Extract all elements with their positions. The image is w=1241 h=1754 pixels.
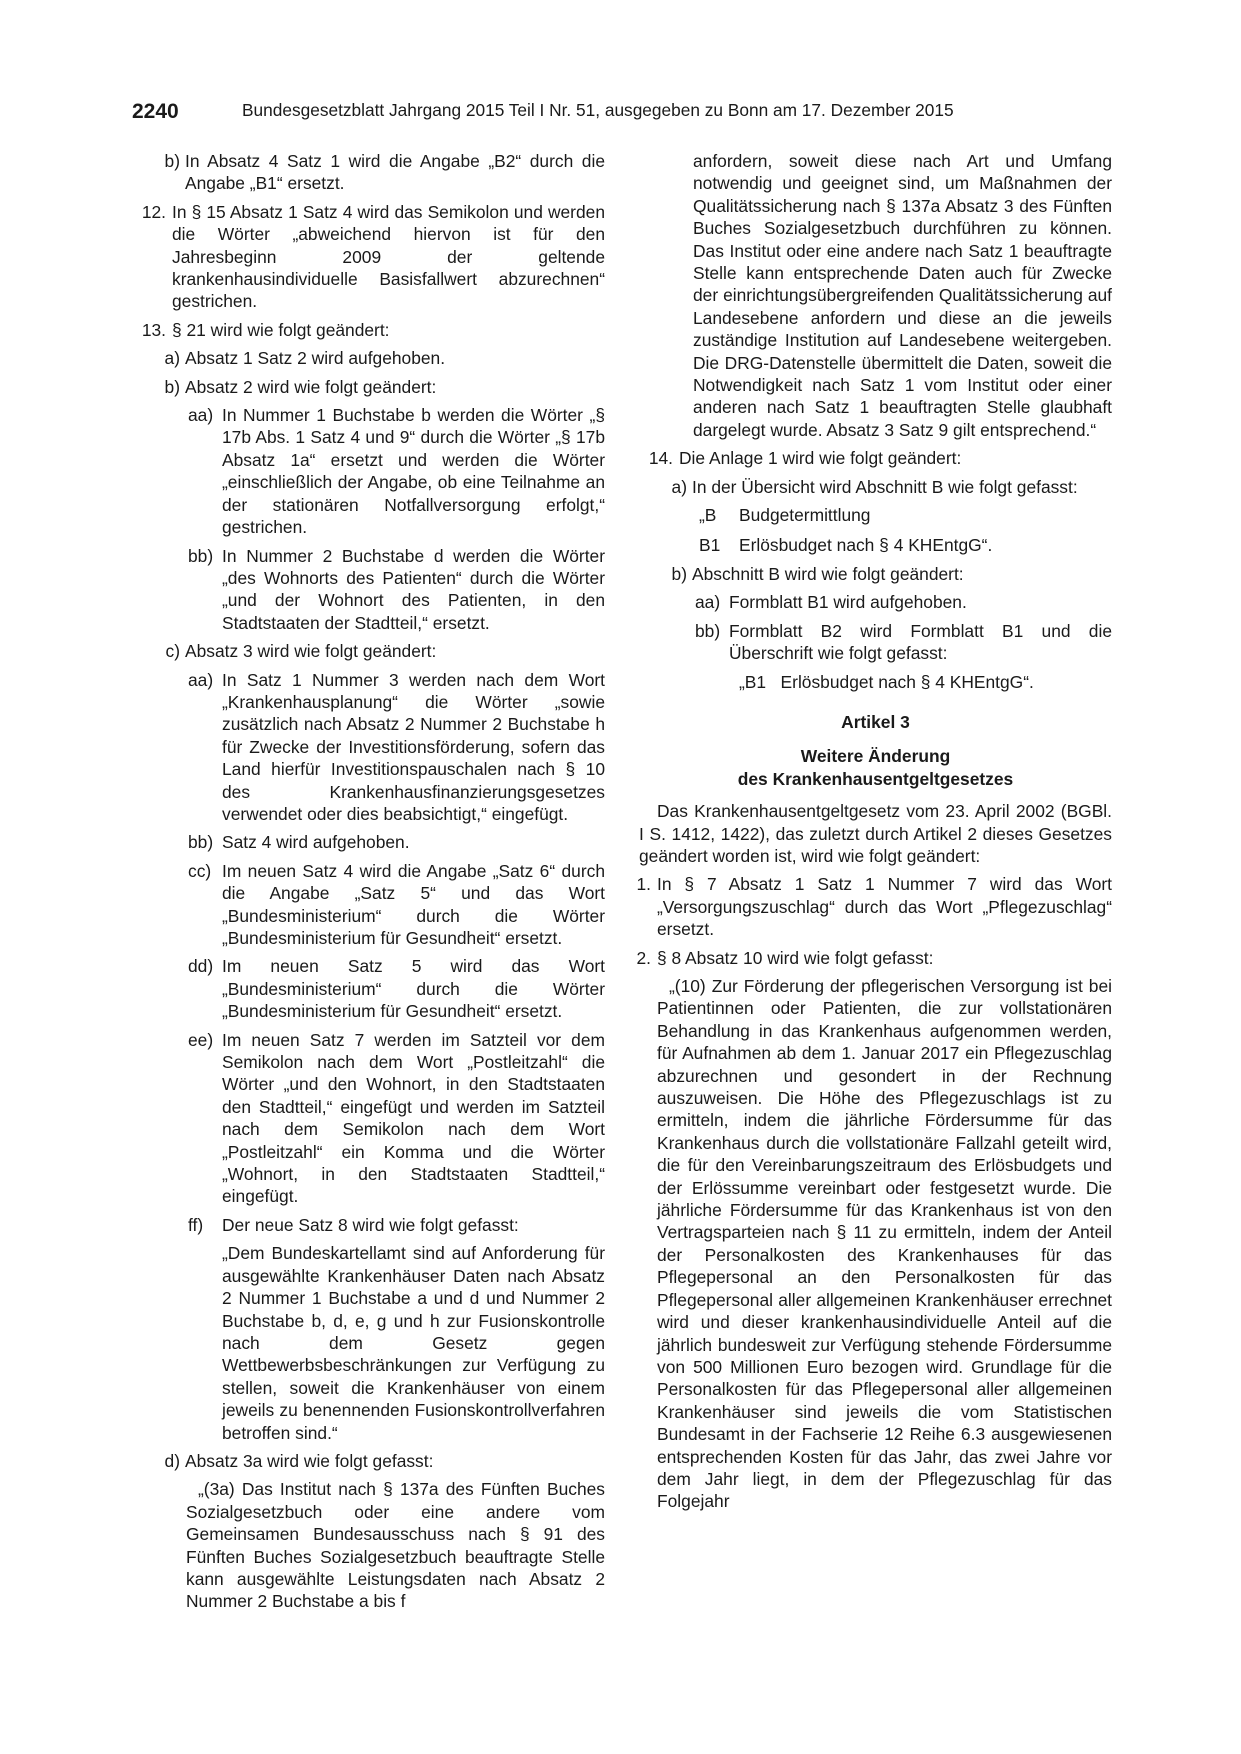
- item-text: Absatz 3a wird wie folgt gefasst:: [185, 1450, 434, 1471]
- overview-row: [699, 534, 1112, 556]
- quoted-text: „(3a) Das Institut nach § 137a des Fünften Buches Sozialgesetzbuch oder eine andere vom Gemeinsamen Bundesausschuss nach § 91 des Fünften Buches Sozialgesetzbuch beauftragte Stelle kann ausgewählte Leistungsdaten nach Absatz 2 Nummer 2 Buchstabe a bis f: [186, 1479, 605, 1612]
- item-label: aa): [695, 592, 721, 613]
- item-label: bb): [188, 832, 214, 853]
- item-text: § 8 Absatz 10 wird wie folgt gefasst:: [657, 947, 934, 968]
- item-label: 1.: [636, 874, 651, 895]
- quoted-text: „Dem Bundeskartellamt sind auf Anforderung für ausgewählte Krankenhäuser Daten nach Absatz 2 Nummer 1 Buchstabe a und d und Nummer 2 Buchstabe b, d, e, g und h zur Fusionskontrolle nach dem Gesetz gegen Wettbewerbsbeschränkungen zur Verfügung zu stellen, soweit die Krankenhäuser von einem jeweils zu benennenden Fusionskontrollverfahren betroffen sind.“: [222, 1243, 605, 1443]
- item-label: a): [671, 476, 687, 497]
- item-label: 13.: [141, 319, 166, 340]
- item-text: Absatz 2 wird wie folgt geändert:: [185, 376, 437, 397]
- list-item: [132, 404, 605, 538]
- list-item: [132, 1450, 605, 1472]
- item-text: In § 7 Absatz 1 Satz 1 Nummer 7 wird das Wort „Versorgungszuschlag“ durch das Wort „Pflegezuschlag“ ersetzt.: [657, 874, 1112, 940]
- item-text: In Nummer 2 Buchstabe d werden die Wörter „des Wohnorts des Patienten“ durch die Wörter „und der Wohnort des Patienten, in den Stadtstaaten der Stadtteil,“ ersetzt.: [222, 545, 605, 633]
- article-subtitle: Weitere Änderung: [800, 746, 951, 767]
- right-column: [636, 150, 1112, 1519]
- list-item: [639, 563, 1112, 585]
- list-item: [132, 150, 605, 195]
- item-text: Im neuen Satz 7 werden im Satzteil vor dem Semikolon nach dem Wort „Postleitzahl“ die Wörter „und den Wohnort, in den Stadtstaaten den Stadtteil,“ eingefügt und werden im Satzteil nach dem Semikolon nach dem Wort „Postleitzahl“ ein Komma und die Wörter „Wohnort, in den Stadtstaaten Stadtteil,“ eingefügt.: [222, 1029, 605, 1207]
- item-label: d): [164, 1450, 180, 1471]
- item-text: Abschnitt B wird wie folgt geändert:: [692, 563, 964, 584]
- overview-value: Erlösbudget nach § 4 KHEntgG“.: [739, 534, 993, 555]
- item-text: In § 15 Absatz 1 Satz 4 wird das Semikolon und werden die Wörter „abweichend hiervon ist für den Jahresbeginn 2009 der geltende krankenhausindividuelle Basisfallwert abzurechnen“ gestrichen.: [172, 201, 605, 312]
- page-number: 2240: [132, 100, 179, 123]
- list-item: [625, 873, 1112, 940]
- list-item: [132, 669, 605, 826]
- item-label: a): [164, 348, 180, 369]
- item-label: bb): [695, 620, 721, 641]
- article-intro: Das Krankenhausentgeltgesetz vom 23. April 2002 (BGBl. I S. 1412, 1422), das zuletzt durch Artikel 2 dieses Gesetzes geändert worden ist, wird wie folgt geändert:: [639, 801, 1112, 866]
- overview-key: B1: [699, 534, 721, 555]
- continued-text: anfordern, soweit diese nach Art und Umfang notwendig und geeignet sind, um Maßnahmen der Qualitätssicherung nach § 137a Absatz 3 des Fünften Buches Sozialgesetzbuch durchführen zu können. Das Institut oder eine andere nach Satz 1 beauftragte Stelle kann entsprechende Daten auch für Zwecke der einrichtungsübergreifenden Qualitätssicherung auf Landesebene anfordern und diese an die jeweils zuständige Institution auf Landesebene weitergeben. Die DRG-Datenstelle übermittelt die Daten, soweit die Notwendigkeit nach Satz 1 vom Institut oder einer anderen nach Satz 1 beauftragten Stelle glaubhaft dargelegt wurde. Absatz 3 Satz 9 gilt entsprechend.“: [693, 151, 1112, 440]
- item-text: Formblatt B1 wird aufgehoben.: [729, 592, 967, 613]
- list-item: [639, 476, 1112, 498]
- item-label: 12.: [141, 201, 166, 222]
- item-label: b): [671, 563, 687, 584]
- item-text: § 21 wird wie folgt geändert:: [172, 319, 390, 340]
- item-label: 2.: [636, 947, 651, 968]
- article-title: Artikel 3: [841, 711, 910, 732]
- item-text: Absatz 1 Satz 2 wird aufgehoben.: [185, 348, 446, 369]
- item-text: In Satz 1 Nummer 3 werden nach dem Wort „Krankenhausplanung“ die Wörter „sowie zusätzlich nach Absatz 2 Nummer 2 Buchstabe h für Zwecke der Investitionsförderung, sofern das Land hierfür Investitionspauschalen nach § 10 des Krankenhausfinanzierungsgesetzes verwendet oder dies beabsichtigt,“ eingefügt.: [222, 669, 605, 824]
- item-label: b): [164, 376, 180, 397]
- item-label: cc): [188, 860, 212, 881]
- list-item: [132, 955, 605, 1022]
- item-text: Im neuen Satz 4 wird die Angabe „Satz 6“ durch die Angabe „Satz 5“ und das Wort „Bundesministerium“ durch die Wörter „Bundesministerium für Gesundheit“ ersetzt.: [222, 860, 605, 948]
- item-text: In Nummer 1 Buchstabe b werden die Wörter „§ 17b Abs. 1 Satz 4 und 9“ durch die Wörter „§ 17b Absatz 1a“ ersetzt und werden die Wörter „einschließlich der Angabe, ob eine Teilnahme an der stationären Notfallversorgung erfolgt,“ gestrichen.: [222, 405, 605, 538]
- running-head: Bundesgesetzblatt Jahrgang 2015 Teil I Nr. 51, ausgegeben zu Bonn am 17. Dezember 2015: [242, 100, 954, 120]
- item-label: ee): [188, 1029, 214, 1050]
- article-heading: [639, 711, 1112, 790]
- list-item: [132, 319, 605, 341]
- item-label: dd): [188, 956, 214, 977]
- list-item: [132, 640, 605, 662]
- item-text: Formblatt B2 wird Formblatt B1 und die Überschrift wie folgt gefasst:: [729, 620, 1112, 664]
- quoted-text: „B1 Erlösbudget nach § 4 KHEntgG“.: [739, 671, 1034, 692]
- list-item: [132, 831, 605, 853]
- item-label: bb): [188, 545, 214, 566]
- list-item: [639, 591, 1112, 613]
- item-text: Absatz 3 wird wie folgt geändert:: [185, 641, 437, 662]
- overview-row: [699, 504, 1112, 526]
- item-label: ff): [188, 1214, 204, 1235]
- overview-key: „B: [699, 505, 717, 526]
- list-item: [625, 947, 1112, 969]
- item-label: 14.: [648, 448, 673, 469]
- list-item: [132, 347, 605, 369]
- item-text: In der Übersicht wird Abschnitt B wie folgt gefasst:: [692, 476, 1078, 497]
- item-text: Im neuen Satz 5 wird das Wort „Bundesministerium“ durch die Wörter „Bundesministerium für Gesundheit“ ersetzt.: [222, 956, 605, 1022]
- article-subtitle: des Krankenhausentgeltgesetzes: [737, 768, 1014, 789]
- overview-list: [639, 504, 1112, 556]
- list-item: [132, 376, 605, 398]
- item-label: c): [165, 641, 180, 662]
- page-header: [132, 100, 1112, 130]
- item-text: Satz 4 wird aufgehoben.: [222, 832, 410, 853]
- list-item: [132, 1214, 605, 1236]
- item-text: In Absatz 4 Satz 1 wird die Angabe „B2“ durch die Angabe „B1“ ersetzt.: [185, 151, 605, 194]
- left-column: [132, 150, 605, 1619]
- item-label: aa): [188, 405, 214, 426]
- list-item: [639, 447, 1112, 469]
- list-item: [639, 620, 1112, 665]
- overview-value: Budgetermittlung: [739, 505, 871, 526]
- quoted-text: „(10) Zur Förderung der pflegerischen Versorgung ist bei Patientinnen oder Patienten, die zur vollstationären Behandlung in das Krankenhaus aufgenommen werden, für Aufnahmen ab dem 1. Januar 2017 ein Pflegezuschlag abzurechnen und gesondert in der Rechnung auszuweisen. Die Höhe des Pflegezuschlags ist zu ermitteln, indem die jährliche Fördersumme für das Krankenhaus durch die vollstationäre Fallzahl geteilt wird, die für den Vereinbarungszeitraum des Erlösbudgets und der Erlössumme vereinbart oder festgesetzt wurde. Die jährliche Fördersumme für das Krankenhaus ist von den Vertragsparteien nach § 11 zu ermitteln, indem der Anteil der Personalkosten des Krankenhauses für das Pflegepersonal an den Personalkosten für das Pflegepersonal aller allgemeinen Krankenhäuser errechnet wird und dieser krankenhausindividuelle Anteil auf die jährlich bundesweit zur Verfügung stehende Fördersumme von 500 Millionen Euro bezogen wird. Grundlage für die Personalkosten für das Pflegepersonal aller allgemeinen Krankenhäuser sind jeweils die vom Statistischen Bundesamt in der Fachserie 12 Reihe 6.3 ausgewiesenen entsprechenden Kosten für das Jahr, das zwei Jahre vor dem Jahr liegt, in dem der Pflegezuschlag für das Folgejahr: [657, 976, 1112, 1512]
- list-item: [132, 201, 605, 313]
- list-item: [132, 545, 605, 635]
- list-item: [132, 1029, 605, 1208]
- item-label: aa): [188, 669, 214, 690]
- item-text: Der neue Satz 8 wird wie folgt gefasst:: [222, 1214, 519, 1235]
- item-label: b): [164, 151, 180, 171]
- list-item: [132, 860, 605, 950]
- item-text: Die Anlage 1 wird wie folgt geändert:: [679, 448, 962, 469]
